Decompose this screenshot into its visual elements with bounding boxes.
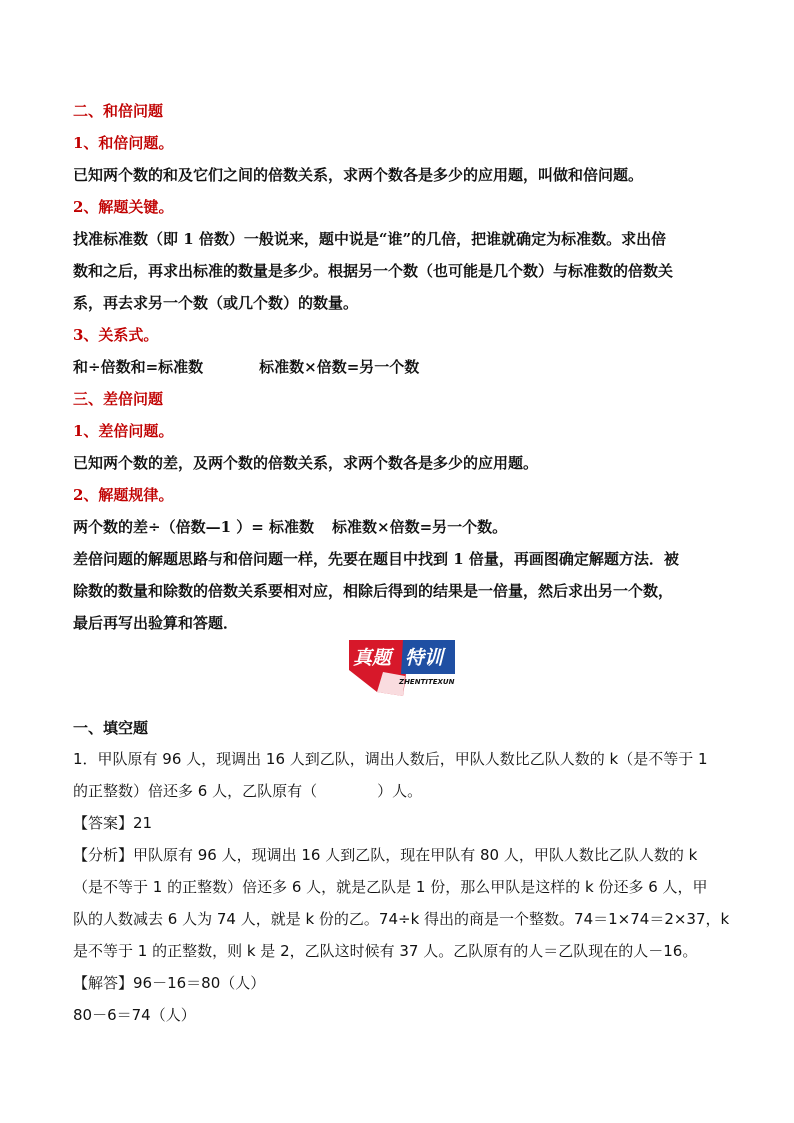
zhenti-texun-logo	[343, 634, 461, 698]
svg-text:ZHENTITEXUN: ZHENTITEXUN	[399, 678, 455, 686]
analysis-line-3: 队的人数减去 6 人为 74 人，就是 k 份的乙。74÷k 得出的商是一个整数。74＝1×74＝2×37，k	[73, 910, 730, 928]
analysis-line-4: 是不等于 1 的正整数，则 k 是 2，乙队这时候有 37 人。乙队原有的人＝乙队现在的人－16。	[73, 942, 698, 960]
subheading-cha-bei-wenti: 1、差倍问题。	[73, 422, 174, 440]
formula-he-bei	[73, 357, 419, 377]
paragraph-he-bei-definition: 已知两个数的和及它们之间的倍数关系，求两个数各是多少的应用题，叫做和倍问题。	[73, 166, 644, 184]
question-1-tail: ）人。	[377, 782, 423, 800]
solution-line-2: 80－6＝74（人）	[73, 1006, 196, 1024]
svg-text:特训: 特训	[405, 647, 444, 669]
paragraph-key-line-2: 数和之后，再求出标准的数量是多少。根据另一个数（也可能是几个数）与标准数的倍数关	[73, 262, 674, 280]
analysis-line-2: （是不等于 1 的正整数）倍还多 6 人，就是乙队是 1 份，那么甲队是这样的 k 份还多 6 人，甲	[73, 878, 708, 896]
formula-he-bei-a: 和÷倍数和=标准数	[73, 358, 204, 376]
question-1-text: 的正整数）倍还多 6 人，乙队原有（	[73, 782, 318, 800]
answer-line: 【答案】21	[73, 814, 153, 832]
subheading-jieti-guilv: 2、解题规律。	[73, 486, 174, 504]
section-heading-cha-bei: 三、差倍问题	[73, 390, 164, 408]
subheading-guanxi-shi: 3、关系式。	[73, 326, 159, 344]
subheading-jieti-guanjian: 2、解题关键。	[73, 198, 174, 216]
question-1-line-1: 1．甲队原有 96 人，现调出 16 人到乙队，调出人数后，甲队人数比乙队人数的 k（是不等于 1	[73, 750, 708, 768]
svg-text:真题: 真题	[353, 647, 392, 669]
paragraph-cha-bei-line-2: 除数的数量和除数的倍数关系要相对应，相除后得到的结果是一倍量，然后求出另一个数，	[73, 582, 674, 600]
paragraph-key-line-1: 找准标准数（即 1 倍数）一般说来，题中说是“谁”的几倍，把谁就确定为标准数。求出倍	[73, 230, 667, 248]
exercise-heading: 一、填空题	[73, 719, 149, 737]
paragraph-cha-bei-line-3: 最后再写出验算和答题．	[73, 614, 239, 632]
analysis-line-1: 【分析】甲队原有 96 人，现调出 16 人到乙队，现在甲队有 80 人，甲队人数比乙队人数的 k	[73, 846, 698, 864]
formula-he-bei-b: 标准数×倍数=另一个数	[259, 358, 420, 376]
paragraph-cha-bei-definition: 已知两个数的差，及两个数的倍数关系，求两个数各是多少的应用题。	[73, 454, 539, 472]
section-heading-he-bei: 二、和倍问题	[73, 102, 164, 120]
question-1-line-2	[73, 781, 422, 801]
formula-cha-bei	[73, 517, 507, 537]
subheading-he-bei-wenti: 1、和倍问题。	[73, 134, 174, 152]
paragraph-cha-bei-line-1: 差倍问题的解题思路与和倍问题一样，先要在题目中找到 1 倍量，再画图确定解题方法．被	[73, 550, 679, 568]
solution-line-1: 【解答】96－16＝80（人）	[73, 974, 266, 992]
formula-cha-bei-a: 两个数的差÷（倍数—1 ）= 标准数	[73, 518, 315, 536]
formula-cha-bei-b: 标准数×倍数=另一个数。	[332, 518, 508, 536]
paragraph-key-line-3: 系，再去求另一个数（或几个数）的数量。	[73, 294, 359, 312]
